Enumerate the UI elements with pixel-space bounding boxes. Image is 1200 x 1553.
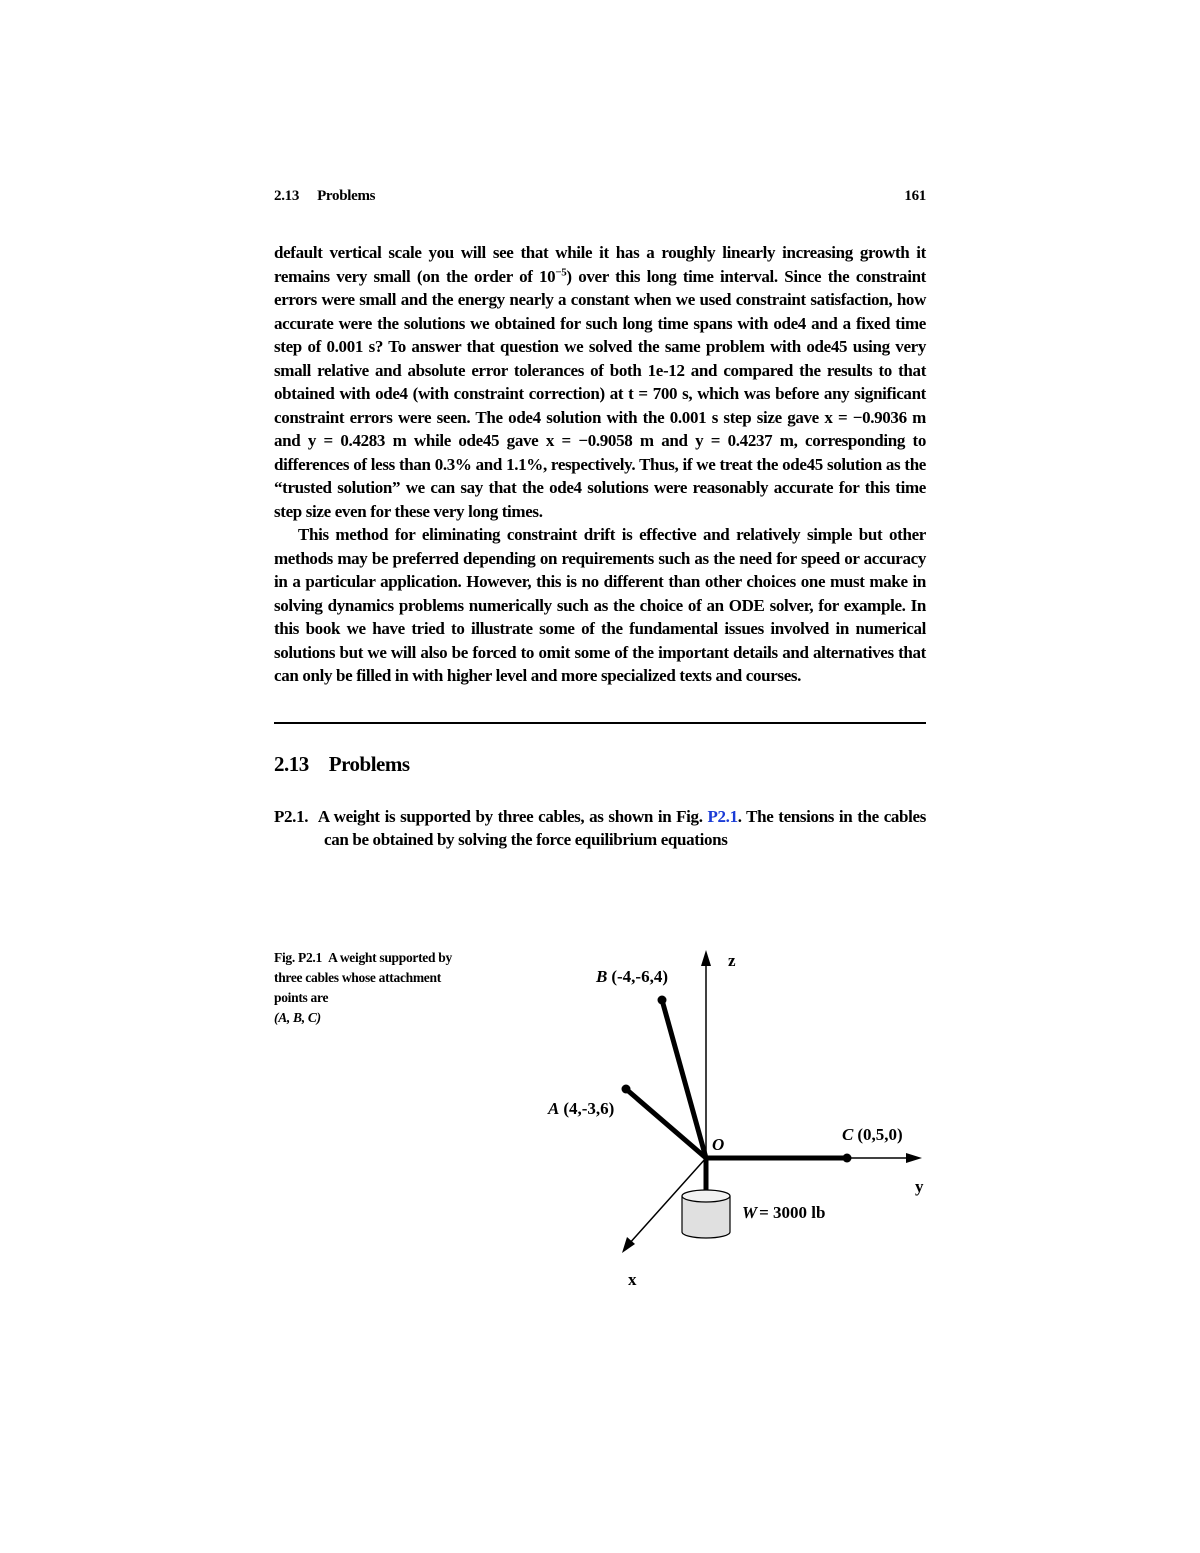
cable-figure	[530, 940, 940, 1290]
book-page	[274, 188, 926, 852]
cable-b	[662, 1000, 706, 1158]
exponent: −5	[555, 265, 567, 278]
label-b: B (-4,-6,4)	[596, 967, 668, 986]
z-axis-arrowhead	[701, 950, 711, 966]
section-rule	[274, 722, 926, 724]
page-number: 161	[904, 188, 926, 204]
figure-caption-points: (A, B, C)	[274, 1010, 321, 1025]
paragraph-1-part-2: ) over this long time interval. Since the constraint errors were small and the energy nearly a constant when we used constraint satisfaction, how accurate were the solutions we obtained for such long time spans with ode4 and a fixed time step of 0.001 s? To answer that question we solved the same problem with ode45 using very small relative and absolute error tolerances of both 1e-12 and compared the results to that obtained with ode4 (with constraint correction) at t = 700 s, which was before any significant constraint errors were seen. The ode4 solution with the 0.001 s step size gave x = −0.9036 m and y = 0.4283 m while ode45 gave x = −0.9058 m and y = 0.4237 m, corresponding to differences of less than 0.3% and 1.1%, respectively. Thus, if we treat the ode45 solution as the “trusted solution” we can say that the ode4 solutions were reasonably accurate for this time step size even for these very long times.	[274, 266, 926, 521]
label-a: A (4,-3,6)	[548, 1099, 615, 1118]
body-text	[274, 241, 926, 688]
problem-text-cont: . The tensions in the cables can be obtained by solving the force equilibrium equations	[324, 806, 926, 849]
figure-caption-text: A weight supported by three cables whose attachment points are	[274, 950, 452, 1005]
paragraph-1	[274, 241, 926, 523]
z-axis-label: z	[728, 951, 736, 970]
paragraph-1-part-1: default vertical scale you will see that while it has a roughly linearly increasing growth it remains very small (on the order of 10	[274, 243, 926, 286]
cable-diagram	[530, 940, 940, 1290]
problem-p2-1	[274, 805, 926, 852]
problem-label: P2.1.	[274, 806, 309, 826]
running-head-section	[274, 188, 375, 205]
label-c: C (0,5,0)	[842, 1125, 903, 1144]
section-title: Problems	[328, 751, 410, 776]
figure-caption-label: Fig. P2.1	[274, 950, 322, 965]
x-axis-label: x	[628, 1270, 637, 1289]
weight-cylinder	[682, 1190, 730, 1238]
y-axis-arrowhead	[906, 1153, 922, 1163]
problem-text: A weight is supported by three cables, as shown in Fig.	[317, 806, 703, 826]
point-b	[658, 996, 667, 1005]
origin-label: O	[712, 1135, 725, 1154]
paragraph-2: This method for eliminating constraint drift is effective and relatively simple but other methods may be preferred depending on requirements such as the need for speed or accuracy in a particular application. However, this is no different than other choices one must make in solving dynamics problems numerically such as the choice of an ODE solver, for example. In this book we have tried to illustrate some of the fundamental issues involved in numerical solutions but we will also be forced to omit some of the important details and alternatives that can only be filled in with higher level and more specialized texts and courses.	[274, 525, 926, 685]
running-head-section-number: 2.13	[274, 188, 300, 204]
running-head	[274, 188, 926, 205]
point-c	[843, 1154, 852, 1163]
point-a	[622, 1085, 631, 1094]
section-heading	[274, 752, 926, 777]
section-number: 2.13	[274, 751, 309, 776]
running-head-section-title: Problems	[317, 188, 376, 204]
figure-link[interactable]: P2.1	[707, 806, 738, 826]
weight-label: W = 3000 lb	[742, 1203, 826, 1222]
figure-caption	[274, 948, 474, 1028]
y-axis-label: y	[915, 1177, 924, 1196]
